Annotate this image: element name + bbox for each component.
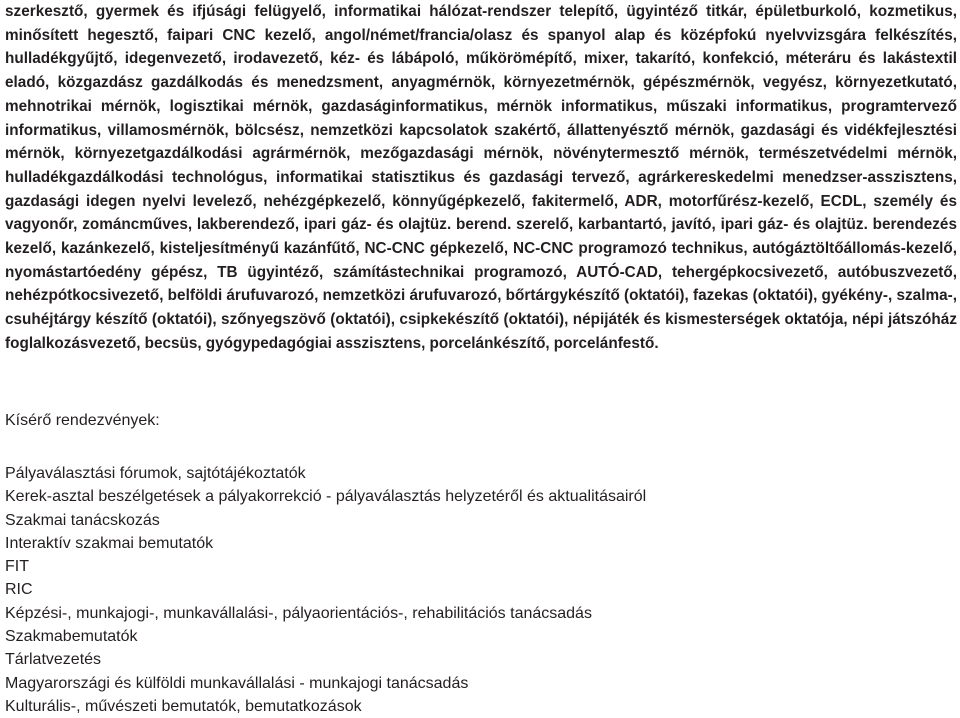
list-item: Kulturális-, művészeti bemutatók, bemutatkozások — [5, 697, 362, 715]
list-item: RIC — [5, 581, 33, 599]
list-item: Tárlatvezetés — [5, 651, 102, 669]
list-item: Interaktív szakmai bemutatók — [5, 534, 214, 552]
list-item: Pályaválasztási fórumok, sajtótájékoztatók — [5, 465, 306, 482]
occupations-paragraph: szerkesztő, gyermek és ifjúsági felügyelő, informatikai hálózat-rendszer telepítő, ügyintéző titkár, épületburkoló, kozmetikus, minősített hegesztő, faipari CNC kezelő, angol/német/francia/olasz és spanyol alap és középfokú nyelvvizsgára felkészítés, hulladékgyűjtő, idegenvezető, irodavezető, kéz- és lábápoló, műkörömépítő, mixer, takarító, konfekció, méteráru és lakástextil eladó, közgazdász gazdálkodás és menedzsment, anyagmérnök, környezetmérnök, gépészmérnök, vegyész, környezetkutató, mehnotrikai mérnök, logisztikai mérnök, gazdaságinformatikus, mérnök informatikus, műszaki informatikus, programtervező informatikus, villamosmérnök, bölcsész, nemzetközi kapcsolatok szakértő, állattenyésztő mérnök, gazdasági és vidékfejlesztési mérnök, környezetgazdálkodási agrármérnök, mezőgazdasági mérnök, növénytermesztő mérnök, természetvédelmi mérnök, hulladékgazdálkodási technológus, informatikai statisztikus és gazdasági tervező, agrárkereskedelmi menedzser-asszisztens, gazdasági idegen nyelvi levelező, nehézgépkezelő, könnyűgépkezelő, fakitermelő, ADR, motorfűrész-kezelő, ECDL, személy és vagyonőr, zománcműves, lakberendező, ipari gáz- és olajtüz. berend. szerelő, karbantartó, javító, ipari gáz- és olajtüz. berendezés kezelő, kazánkezelő, kisteljesítményű kazánfűtő, NC-CNC gépkezelő, NC-CNC programozó technikus, autógáztöltőállomás-kezelő, nyomástartóedény gépész, TB ügyintéző, számítástechnikai programozó, AUTÓ-CAD, tehergépkocsivezető, autóbuszvezető, nehézpótkocsivezető, belföldi árufuvarozó, nemzetközi árufuvarozó, bőrtárgykészítő (oktatói), fazekas (oktatói), gyékény-, szalma-, csuhéjtárgy készítő (oktatói), szőnyegszövő (oktatói), csipkekészítő (oktatói), népijáték és kismesterségek oktatója, népi játszóház foglalkozásvezető, becsüs, gyógypedagógiai asszisztens, porcelánkészítő, porcelánfestő. — [5, 3, 957, 352]
list-item: Szakmai tanácskozás — [5, 511, 160, 529]
list-item: Kerek-asztal beszélgetések a pályakorrekció - pályaválasztás helyzetéről és aktualitásairól — [5, 488, 647, 506]
events-list — [5, 462, 646, 718]
list-item: Szakmabemutatók — [5, 628, 138, 646]
events-heading: Kísérő rendezvények: — [5, 412, 160, 429]
list-item: Képzési-, munkajogi-, munkavállalási-, pályaorientációs-, rehabilitációs tanácsadás — [5, 604, 592, 622]
document-page — [5, 0, 957, 715]
list-item: FIT — [5, 558, 29, 576]
list-item: Magyarországi és külföldi munkavállalási - munkajogi tanácsadás — [5, 674, 469, 692]
